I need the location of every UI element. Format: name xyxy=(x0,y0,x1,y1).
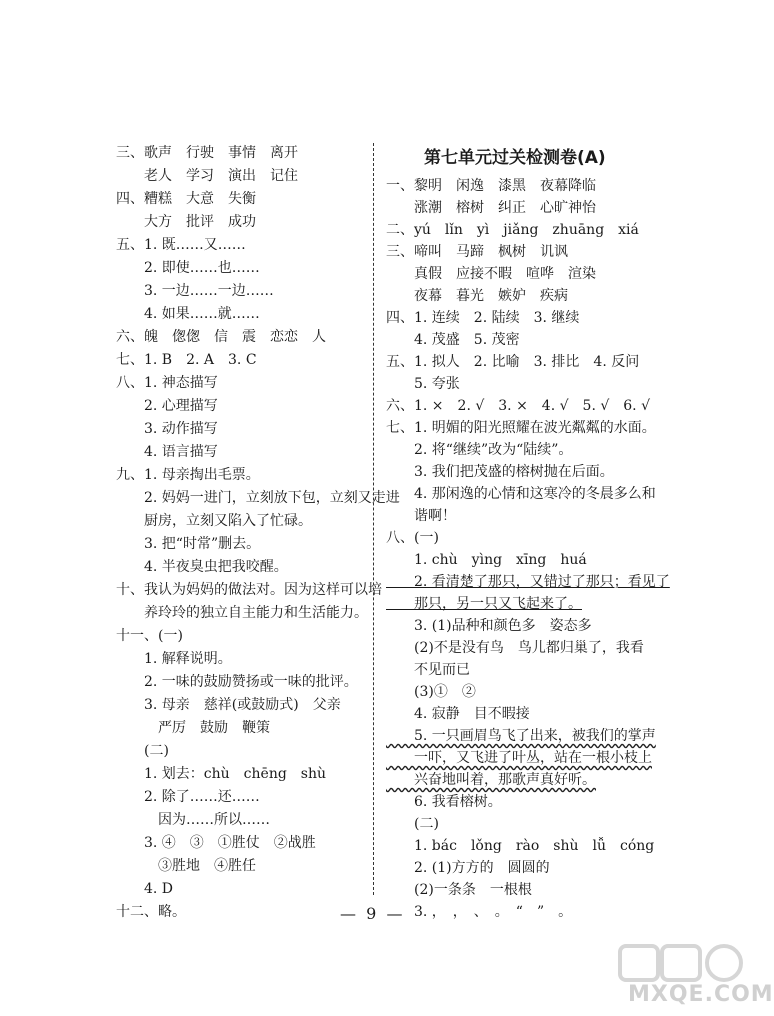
answer-line: 4. 语言描写 xyxy=(116,444,218,460)
answer-line: 五、1. 拟人 2. 比喻 3. 排比 4. 反问 xyxy=(386,354,640,370)
answer-line: 严厉 鼓励 鞭策 xyxy=(116,720,270,736)
answer-line: 2. 即使……也…… xyxy=(116,260,260,276)
answer-line: (2)不是没有鸟 鸟儿都归巢了，我看 xyxy=(386,640,644,656)
answer-line: 九、1. 母亲掏出毛票。 xyxy=(116,467,260,483)
answer-line: 5. 一只画眉鸟飞了出来，被我们的掌声 xyxy=(386,728,656,744)
answer-line: 6. 我看榕树。 xyxy=(386,794,502,810)
answer-line: 3. (1)品种和颜色多 姿态多 xyxy=(386,618,592,634)
answer-line: 谐啊！ xyxy=(386,508,456,524)
page-number: — 9 — xyxy=(340,904,403,923)
answer-line: 夜幕 暮光 嫉妒 疾病 xyxy=(386,288,568,304)
answer-line: 八、(一) xyxy=(386,530,439,546)
answer-line: 2. 心理描写 xyxy=(116,398,218,414)
answer-line: 一吓，又飞进了叶丛，站在一根小枝上 xyxy=(386,750,652,766)
answer-line: 三、歌声 行驶 事情 离开 xyxy=(116,145,298,161)
answer-line: 2. 妈妈一进门，立刻放下包，立刻又走进 xyxy=(116,490,400,506)
answer-line: 那只，另一只又飞起来了。 xyxy=(386,596,582,612)
answer-line: 1. bác lǒng rào shù lǚ cóng xyxy=(386,838,655,854)
answer-line: 二、yú lǐn yì jiǎng zhuāng xiá xyxy=(386,222,639,238)
answer-line: 七、1. B 2. A 3. C xyxy=(116,352,257,368)
answer-line: (3)① ② xyxy=(386,684,476,700)
answer-line: 3. 动作描写 xyxy=(116,421,218,437)
answer-line: 养玲玲的独立自主能力和生活能力。 xyxy=(116,605,368,621)
answer-line: 1. chù yìng xīng huá xyxy=(386,552,587,568)
answer-line: 4. 半夜臭虫把我咬醒。 xyxy=(116,559,288,575)
answer-line: 涨潮 榕树 纠正 心旷神怡 xyxy=(386,200,596,216)
answer-line: 1. 划去：chù chēng shù xyxy=(116,766,327,782)
answer-line: 3. 我们把茂盛的榕树抛在后面。 xyxy=(386,464,614,480)
answer-line: 4. 寂静 目不暇接 xyxy=(386,706,530,722)
answer-line: 七、1. 明媚的阳光照耀在波光粼粼的水面。 xyxy=(386,420,656,436)
answer-line: 不见而已 xyxy=(386,662,470,678)
answer-line: 3. 一边……一边…… xyxy=(116,283,274,299)
answer-line: 大方 批评 成功 xyxy=(116,214,256,230)
answer-line: 十、我认为妈妈的做法对。因为这样可以培 xyxy=(116,582,382,598)
answer-line: 4. 茂盛 5. 茂密 xyxy=(386,332,520,348)
answer-line: 十二、略。 xyxy=(116,904,186,920)
answer-line: 3. 把“时常”删去。 xyxy=(116,536,261,552)
answer-line: 3. ， ， 、 。 “ ” 。 xyxy=(386,904,573,920)
answer-line: 2. 除了……还…… xyxy=(116,789,260,805)
answer-line: 1. 解释说明。 xyxy=(116,651,232,667)
answer-line: 四、1. 连续 2. 陆续 3. 继续 xyxy=(386,310,580,326)
answer-line: 因为……所以…… xyxy=(116,812,270,828)
answer-line: 五、1. 既……又…… xyxy=(116,237,246,253)
section-title: 第七单元过关检测卷(A) xyxy=(424,148,606,168)
watermark-text: MXQE.COM xyxy=(628,982,774,1007)
answer-line: 一、黎明 闲逸 漆黑 夜幕降临 xyxy=(386,178,596,194)
answer-line: 2. 看清楚了那只，又错过了那只；看见了 xyxy=(386,574,670,590)
answer-line: 厨房，立刻又陷入了忙碌。 xyxy=(116,513,312,529)
answer-line: 2. 将“继续”改为“陆续”。 xyxy=(386,442,573,458)
column-divider xyxy=(373,143,374,895)
answer-line: (二) xyxy=(116,743,169,759)
answer-line: 3. ④ ③ ①胜仗 ②战胜 xyxy=(116,835,316,851)
answer-line: 六、1. × 2. √ 3. × 4. √ 5. √ 6. √ xyxy=(386,398,650,414)
answer-line: 兴奋地叫着，那歌声真好听。 xyxy=(386,772,596,788)
answer-line: 5. 夸张 xyxy=(386,376,460,392)
answer-line: 3. 母亲 慈祥(或鼓励式) 父亲 xyxy=(116,697,341,713)
answer-line: 真假 应接不暇 喧哗 渲染 xyxy=(386,266,596,282)
answer-line: 四、糟糕 大意 失衡 xyxy=(116,191,256,207)
answer-line: 三、啼叫 马蹄 枫树 讥讽 xyxy=(386,244,568,260)
answer-line: 4. 如果……就…… xyxy=(116,306,260,322)
answer-line: 老人 学习 演出 记住 xyxy=(116,168,298,184)
answer-line: 十一、(一) xyxy=(116,628,183,644)
answer-line: ③胜地 ④胜任 xyxy=(116,858,256,874)
answer-line: 八、1. 神态描写 xyxy=(116,375,218,391)
answer-line: 六、魄 偬偬 信 震 恋恋 人 xyxy=(116,329,326,345)
answer-line: (2)一条条 一根根 xyxy=(386,882,532,898)
answer-line: 4. 那闲逸的心情和这寒冷的冬晨多么和 xyxy=(386,486,656,502)
answer-line: 4. D xyxy=(116,881,174,897)
answer-line: 2. (1)方方的 圆圆的 xyxy=(386,860,550,876)
answer-line: (二) xyxy=(386,816,439,832)
answer-line: 2. 一味的鼓励赞扬或一味的批评。 xyxy=(116,674,358,690)
